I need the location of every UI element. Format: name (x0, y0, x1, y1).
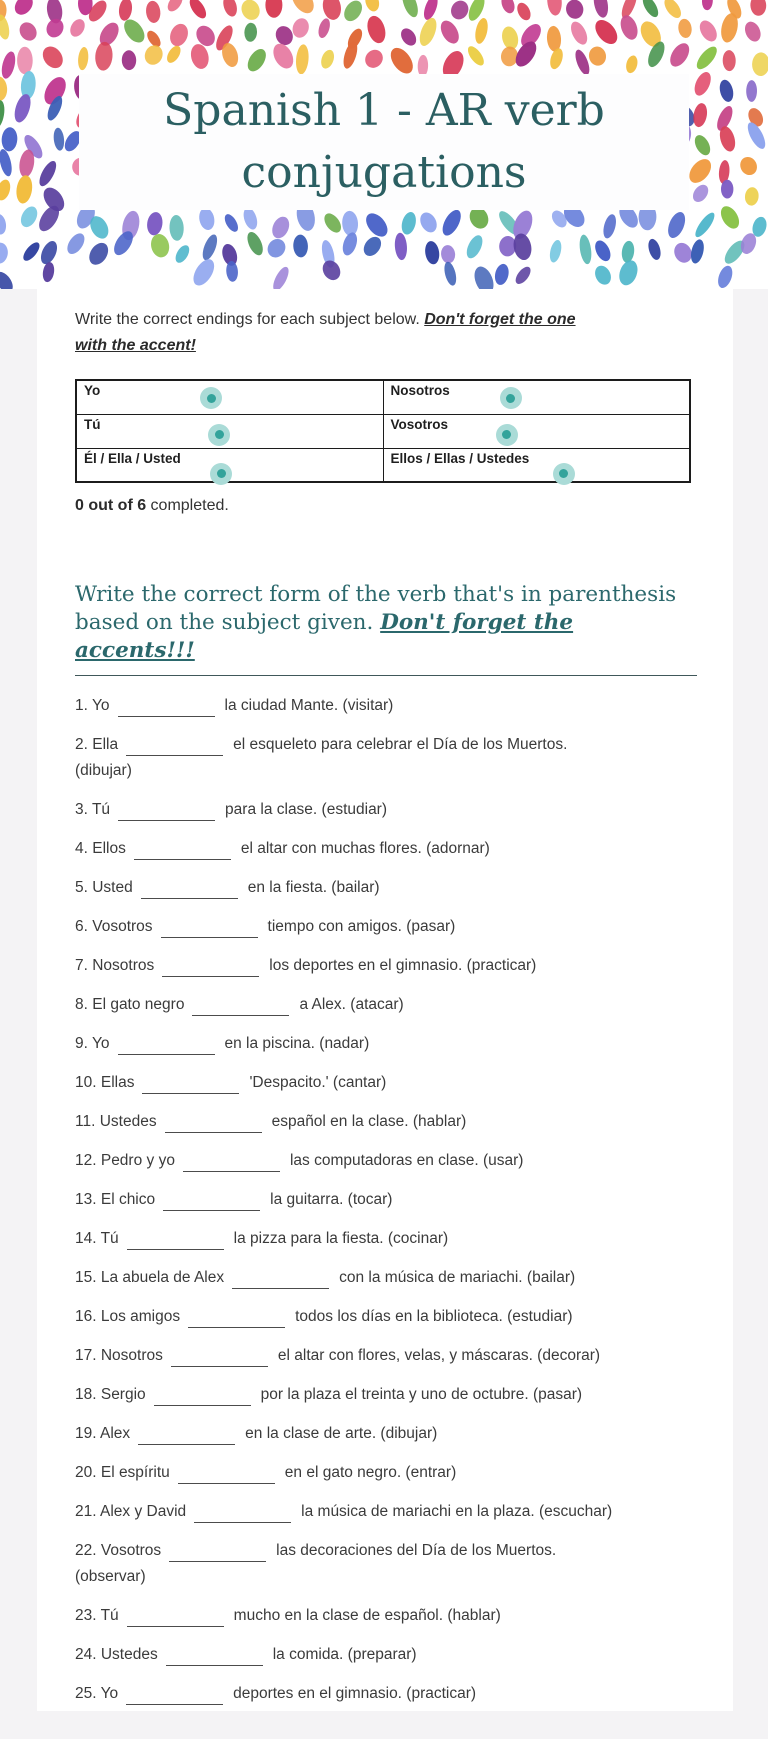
answer-blank[interactable] (161, 919, 258, 938)
question-subject-text: 1. Yo (75, 697, 110, 714)
answer-blank[interactable] (141, 880, 238, 899)
question-sentence-text: en la piscina. (nadar) (224, 1035, 370, 1052)
answer-blank[interactable] (126, 1686, 223, 1705)
section2-heading (75, 581, 697, 665)
question-subject-text: 6. Vosotros (75, 918, 153, 935)
answer-blank[interactable] (118, 698, 215, 717)
question-item (75, 1343, 697, 1369)
subject-cell (76, 380, 383, 414)
question-item (75, 797, 697, 823)
section-divider (75, 675, 697, 676)
answer-blank[interactable] (142, 1075, 239, 1094)
answer-blank[interactable] (126, 737, 223, 756)
question-item (75, 1681, 697, 1707)
question-subject-text: 21. Alex y David (75, 1503, 187, 1520)
question-subject-text: 5. Usted (75, 879, 133, 896)
answer-blank[interactable] (162, 958, 259, 977)
question-verb-hint: (dibujar) (75, 762, 132, 779)
question-verb-hint: (observar) (75, 1568, 146, 1585)
answer-target-dot-center (502, 430, 511, 439)
section2-heading-line1: Write the correct form of the verb that's in parenthesis (75, 582, 677, 607)
question-item (75, 875, 697, 901)
question-sentence-text: el altar con flores, velas, y máscaras. (decorar) (277, 1347, 601, 1364)
section2-accent-text: Don't forget the accents!!! (75, 610, 574, 663)
question-item (75, 1603, 697, 1629)
question-subject-text: 19. Alex (75, 1425, 131, 1442)
question-sentence-text: las decoraciones del Día de los Muertos. (276, 1542, 557, 1559)
question-item (75, 836, 697, 862)
section1-instructions (75, 307, 697, 359)
question-item (75, 1421, 697, 1447)
question-sentence-text: mucho en la clase de español. (hablar) (233, 1607, 501, 1624)
question-item (75, 1642, 697, 1668)
question-sentence-text: la pizza para la fiesta. (cocinar) (233, 1230, 449, 1247)
section2-heading-line2: based on the subject given. (75, 610, 381, 635)
answer-blank[interactable] (178, 1465, 275, 1484)
answer-target-dot-center (559, 469, 568, 478)
question-sentence-text: la guitarra. (tocar) (270, 1191, 393, 1208)
question-item (75, 1187, 697, 1213)
subject-cell (76, 448, 383, 482)
answer-blank[interactable] (163, 1192, 260, 1211)
subject-label: Él / Ella / Usted (84, 450, 181, 466)
question-subject-text: 16. Los amigos (75, 1308, 181, 1325)
question-sentence-text: para la clase. (estudiar) (225, 801, 388, 818)
subject-cell (383, 448, 690, 482)
question-item (75, 1226, 697, 1252)
question-sentence-text: la comida. (preparar) (272, 1646, 417, 1663)
question-sentence-text: el altar con muchas flores. (adornar) (240, 840, 490, 857)
subject-table-row (76, 448, 690, 482)
question-sentence-text: a Alex. (atacar) (299, 996, 404, 1013)
answer-target-dot[interactable] (500, 387, 522, 409)
answer-blank[interactable] (194, 1504, 291, 1523)
question-sentence-text: la ciudad Mante. (visitar) (224, 697, 394, 714)
answer-target-dot[interactable] (200, 387, 222, 409)
answer-blank[interactable] (183, 1153, 280, 1172)
answer-blank[interactable] (192, 997, 289, 1016)
question-item (75, 1382, 697, 1408)
worksheet-card (37, 289, 733, 1711)
question-sentence-text: con la música de mariachi. (bailar) (339, 1269, 576, 1286)
question-item (75, 1148, 697, 1174)
question-sentence-text: la música de mariachi en la plaza. (escuchar) (301, 1503, 613, 1520)
answer-blank[interactable] (154, 1387, 251, 1406)
question-subject-text: 24. Ustedes (75, 1646, 158, 1663)
answer-blank[interactable] (118, 1036, 215, 1055)
subject-cell (383, 380, 690, 414)
question-item (75, 732, 697, 784)
question-subject-text: 25. Yo (75, 1685, 119, 1702)
question-sentence-text: por la plaza el treinta y uno de octubre. (pasar) (260, 1386, 583, 1403)
subject-label: Ellos / Ellas / Ustedes (390, 450, 530, 466)
question-subject-text: 2. Ella (75, 736, 119, 753)
question-subject-text: 4. Ellos (75, 840, 126, 857)
question-subject-text: 3. Tú (75, 801, 111, 818)
worksheet-title: Spanish 1 - AR verb conjugations (163, 85, 605, 198)
answer-target-dot[interactable] (496, 424, 518, 446)
question-subject-text: 22. Vosotros (75, 1542, 162, 1559)
question-sentence-text: los deportes en el gimnasio. (practicar) (269, 957, 537, 974)
question-sentence-text: tiempo con amigos. (pasar) (267, 918, 456, 935)
answer-blank[interactable] (188, 1309, 285, 1328)
question-sentence-text: todos los días en la biblioteca. (estudiar) (295, 1308, 573, 1325)
question-item (75, 693, 697, 719)
question-item (75, 914, 697, 940)
answer-blank[interactable] (165, 1114, 262, 1133)
answer-target-dot-center (506, 394, 515, 403)
answer-target-dot-center (215, 430, 224, 439)
completion-count: 0 out of 6 (75, 497, 147, 514)
worksheet-title-box (79, 74, 689, 210)
question-subject-text: 10. Ellas (75, 1074, 135, 1091)
question-list (75, 693, 697, 1707)
question-item (75, 1265, 697, 1291)
question-subject-text: 20. El espíritu (75, 1464, 170, 1481)
answer-blank[interactable] (169, 1543, 266, 1562)
question-subject-text: 18. Sergio (75, 1386, 146, 1403)
subject-label: Tú (84, 416, 101, 432)
question-sentence-text: en la clase de arte. (dibujar) (245, 1425, 438, 1442)
subject-table-row (76, 380, 690, 414)
answer-blank[interactable] (134, 841, 231, 860)
subject-label: Vosotros (390, 416, 449, 432)
question-subject-text: 8. El gato negro (75, 996, 185, 1013)
question-subject-text: 9. Yo (75, 1035, 110, 1052)
answer-target-dot[interactable] (208, 424, 230, 446)
question-item (75, 1460, 697, 1486)
worksheet-banner (0, 0, 768, 289)
completion-label: completed. (146, 497, 229, 514)
question-item (75, 1031, 697, 1057)
question-subject-text: 13. El chico (75, 1191, 156, 1208)
instruction-text: Write the correct endings for each subject below. (75, 311, 425, 328)
question-sentence-text: en la fiesta. (bailar) (247, 879, 380, 896)
subject-label: Yo (84, 383, 101, 398)
answer-target-dot[interactable] (553, 463, 575, 485)
subject-label: Nosotros (390, 383, 450, 398)
question-item (75, 1304, 697, 1330)
answer-blank[interactable] (232, 1270, 329, 1289)
answer-blank[interactable] (171, 1348, 268, 1367)
question-sentence-text: las computadoras en clase. (usar) (289, 1152, 524, 1169)
answer-blank[interactable] (138, 1426, 235, 1445)
answer-blank[interactable] (118, 802, 215, 821)
question-subject-text: 14. Tú (75, 1230, 119, 1247)
question-item (75, 992, 697, 1018)
question-subject-text: 12. Pedro y yo (75, 1152, 175, 1169)
answer-target-dot-center (207, 394, 216, 403)
question-subject-text: 17. Nosotros (75, 1347, 163, 1364)
question-subject-text: 7. Nosotros (75, 957, 155, 974)
question-sentence-text: deportes en el gimnasio. (practicar) (233, 1685, 477, 1702)
subject-table-row (76, 414, 690, 448)
answer-blank[interactable] (166, 1647, 263, 1666)
question-item (75, 1538, 697, 1590)
question-item (75, 953, 697, 979)
answer-blank[interactable] (127, 1608, 224, 1627)
answer-target-dot-center (217, 469, 226, 478)
question-item (75, 1499, 697, 1525)
answer-target-dot[interactable] (210, 463, 232, 485)
question-sentence-text: el esqueleto para celebrar el Día de los Muertos. (233, 736, 568, 753)
question-sentence-text: 'Despacito.' (cantar) (249, 1074, 387, 1091)
subject-cell (76, 414, 383, 448)
instruction-accent-line1: Don't forget the one (424, 311, 576, 328)
question-sentence-text: en el gato negro. (entrar) (284, 1464, 457, 1481)
subject-cell (383, 414, 690, 448)
question-subject-text: 23. Tú (75, 1607, 119, 1624)
question-subject-text: 11. Ustedes (75, 1113, 157, 1130)
question-item (75, 1070, 697, 1096)
completion-status (75, 497, 697, 515)
question-item (75, 1109, 697, 1135)
instruction-accent-line2: with the accent! (75, 337, 196, 354)
question-subject-text: 15. La abuela de Alex (75, 1269, 225, 1286)
question-sentence-text: español en la clase. (hablar) (271, 1113, 467, 1130)
subject-endings-table (75, 379, 691, 483)
answer-blank[interactable] (127, 1231, 224, 1250)
